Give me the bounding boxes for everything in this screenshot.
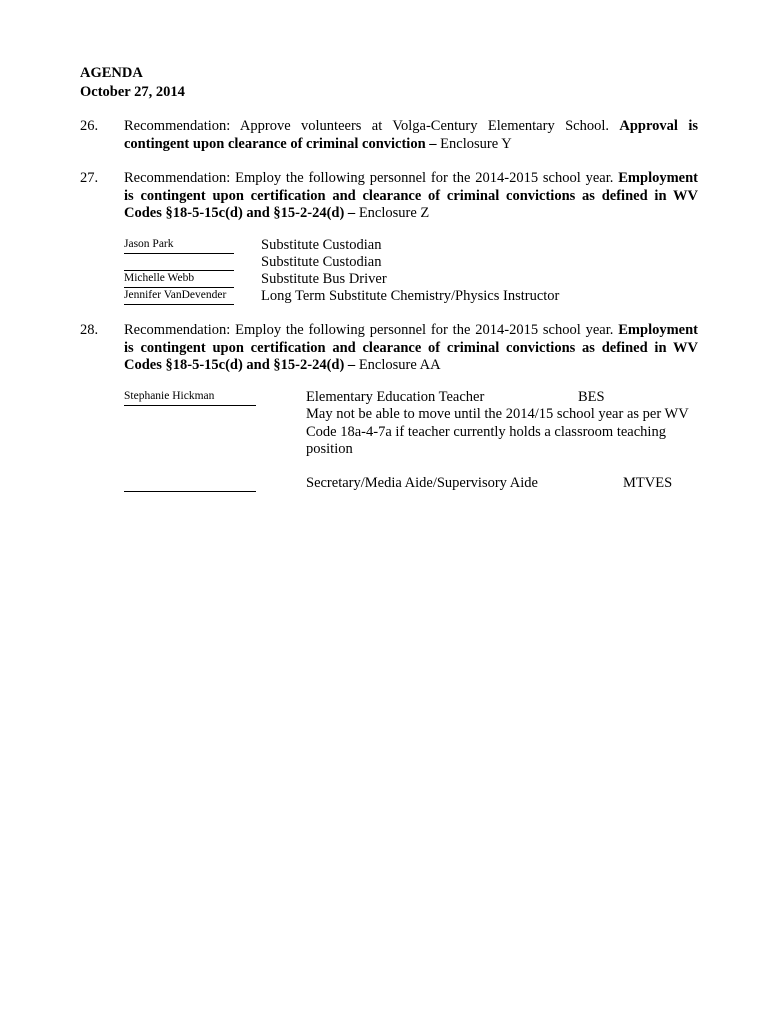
agenda-item-28 bbox=[80, 322, 698, 375]
item-text bbox=[124, 170, 698, 223]
item-lead: Recommendation: Approve volunteers at Volga-Century Elementary School. bbox=[124, 118, 609, 134]
item-lead: Recommendation: Employ the following personnel for the 2014-2015 school year. bbox=[124, 322, 614, 338]
personnel-location: BES bbox=[578, 389, 605, 405]
personnel-role: Elementary Education Teacher bbox=[306, 389, 485, 405]
personnel-name-field bbox=[124, 254, 234, 271]
personnel-name-field: Michelle Webb bbox=[124, 271, 234, 288]
item-condition: Employment is contingent upon certification and clearance of criminal convictions as defined in WV Codes §18-5-15c(d) and §15-2-24(d) – bbox=[124, 170, 699, 221]
item-condition: Approval is contingent upon clearance of criminal conviction – bbox=[124, 118, 698, 152]
item-enclosure: Enclosure Y bbox=[436, 135, 512, 152]
personnel-name-field: Jason Park bbox=[124, 237, 234, 254]
personnel-name-field: Stephanie Hickman bbox=[124, 389, 256, 406]
item-lead: Recommendation: Employ the following personnel for the 2014-2015 school year. bbox=[124, 170, 614, 186]
agenda-item-27 bbox=[80, 170, 698, 223]
personnel-note: May not be able to move until the 2014/15 school year as per WV Code 18a-4-7a if teacher currently holds a classroom teaching position bbox=[306, 406, 689, 457]
personnel-role: Secretary/Media Aide/Supervisory Aide bbox=[306, 475, 538, 491]
agenda-date: October 27, 2014 bbox=[80, 84, 185, 100]
item-text bbox=[124, 118, 698, 153]
agenda-title: AGENDA bbox=[80, 65, 143, 81]
item-number: 26. bbox=[80, 118, 99, 134]
agenda-item-26 bbox=[80, 118, 698, 153]
personnel-role: Long Term Substitute Chemistry/Physics Instructor bbox=[261, 288, 560, 304]
personnel-name-field: Jennifer VanDevender bbox=[124, 288, 234, 305]
personnel-name-field bbox=[124, 475, 256, 492]
personnel-location: MTVES bbox=[623, 475, 673, 491]
item-text bbox=[124, 322, 698, 375]
agenda-header bbox=[80, 64, 185, 102]
item-number: 27. bbox=[80, 170, 99, 186]
personnel-role: Substitute Bus Driver bbox=[261, 271, 387, 287]
item-enclosure: Enclosure AA bbox=[355, 357, 441, 373]
personnel-role: Substitute Custodian bbox=[261, 254, 382, 270]
item-condition: Employment is contingent upon certification and clearance of criminal convictions as defined in WV Codes §18-5-15c(d) and §15-2-24(d) – bbox=[124, 322, 699, 373]
item-number: 28. bbox=[80, 322, 99, 338]
personnel-role: Substitute Custodian bbox=[261, 237, 382, 253]
item-enclosure: Enclosure Z bbox=[355, 205, 430, 221]
